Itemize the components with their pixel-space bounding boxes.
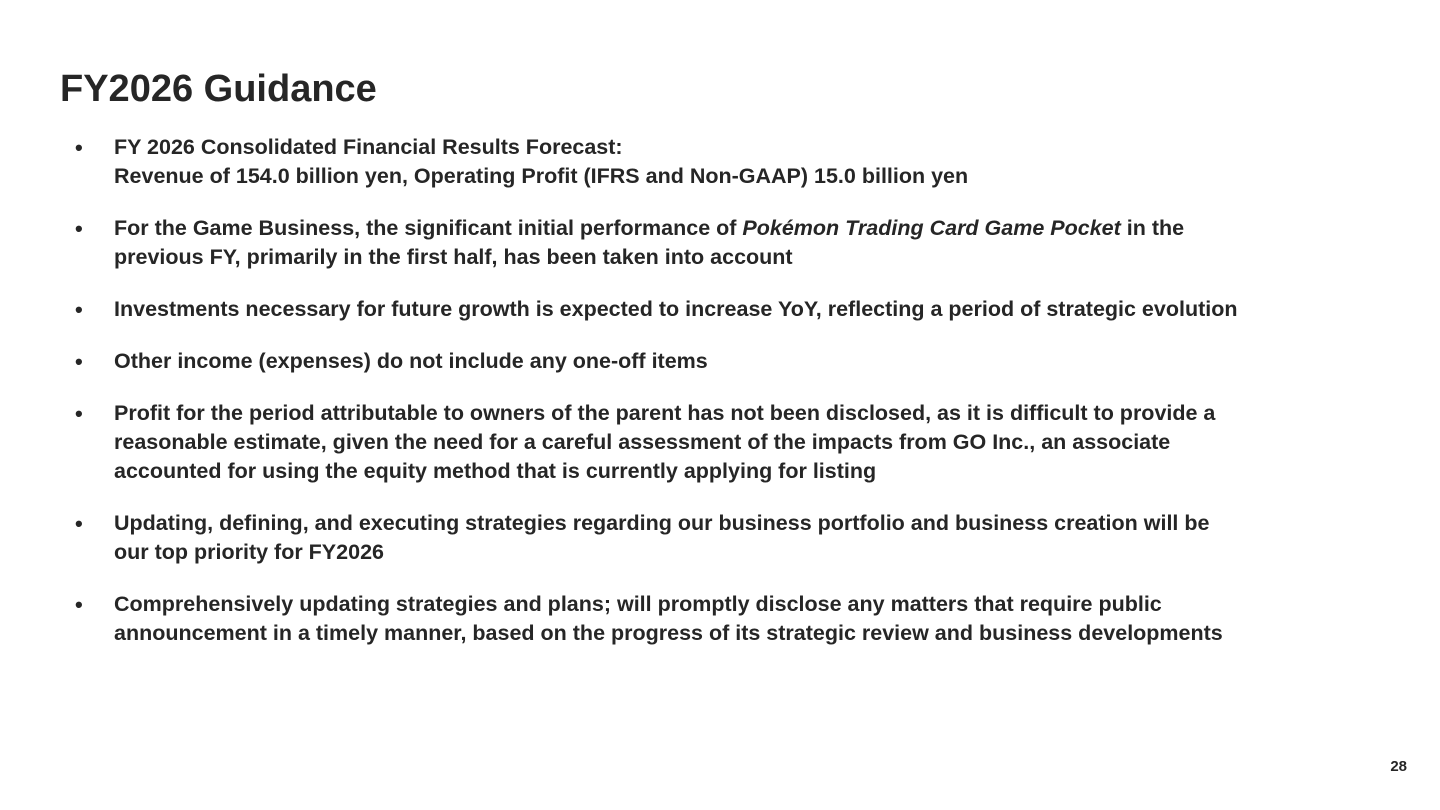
bullet-icon: • bbox=[75, 511, 83, 536]
bullet-icon: • bbox=[75, 401, 83, 426]
bullet-lead-text: For the Game Business, the significant initial performance of bbox=[114, 216, 737, 240]
bullet-line: FY 2026 Consolidated Financial Results Forecast: bbox=[114, 135, 623, 159]
bullet-icon: • bbox=[75, 349, 83, 374]
bullet-line: Updating, defining, and executing strategies regarding our business portfolio and business creation will be bbox=[114, 511, 1210, 535]
bullet-line: previous FY, primarily in the first half, has been taken into account bbox=[114, 245, 793, 269]
bullet-line: Other income (expenses) do not include any one-off items bbox=[114, 349, 708, 373]
bullet-line: Revenue of 154.0 billion yen, Operating Profit (IFRS and Non-GAAP) 15.0 billion yen bbox=[114, 164, 969, 188]
bullet-text bbox=[114, 295, 1384, 324]
bullet-item-game-business bbox=[0, 214, 1440, 272]
bullet-icon: • bbox=[75, 216, 83, 241]
bullet-item-strategies bbox=[0, 509, 1440, 567]
bullet-line: our top priority for FY2026 bbox=[114, 540, 384, 564]
bullet-line bbox=[114, 214, 1384, 243]
bullet-item-profit-disclosure bbox=[0, 399, 1440, 486]
bullet-text bbox=[114, 133, 1384, 191]
bullet-line: accounted for using the equity method that is currently applying for listing bbox=[114, 459, 877, 483]
bullet-text bbox=[114, 347, 1384, 376]
bullet-icon: • bbox=[75, 135, 83, 160]
slide-title: FY2026 Guidance bbox=[60, 68, 377, 110]
bullet-icon: • bbox=[75, 592, 83, 617]
bullet-line: Investments necessary for future growth is expected to increase YoY, reflecting a period of strategic evolution bbox=[114, 297, 1238, 321]
bullet-icon: • bbox=[75, 297, 83, 322]
bullet-item-investments bbox=[0, 295, 1440, 324]
bullet-line: reasonable estimate, given the need for a careful assessment of the impacts from GO Inc., an associate bbox=[114, 430, 1171, 454]
bullet-text bbox=[114, 399, 1384, 486]
bullet-item-disclosure-plans bbox=[0, 590, 1440, 648]
bullet-text bbox=[114, 214, 1384, 272]
bullet-item-other-income bbox=[0, 347, 1440, 376]
bullet-line: Profit for the period attributable to owners of the parent has not been disclosed, as it is difficult to provide a bbox=[114, 401, 1216, 425]
bullet-text bbox=[114, 509, 1384, 567]
product-name-italic: Pokémon Trading Card Game Pocket bbox=[742, 216, 1121, 240]
bullet-line: Comprehensively updating strategies and plans; will promptly disclose any matters that require public bbox=[114, 592, 1162, 616]
bullet-list bbox=[0, 133, 1440, 671]
bullet-text bbox=[114, 590, 1384, 648]
bullet-tail-text: in the bbox=[1126, 216, 1185, 240]
page-number: 28 bbox=[1390, 758, 1407, 775]
bullet-line: announcement in a timely manner, based on the progress of its strategic review and business developments bbox=[114, 621, 1223, 645]
bullet-item-forecast bbox=[0, 133, 1440, 191]
